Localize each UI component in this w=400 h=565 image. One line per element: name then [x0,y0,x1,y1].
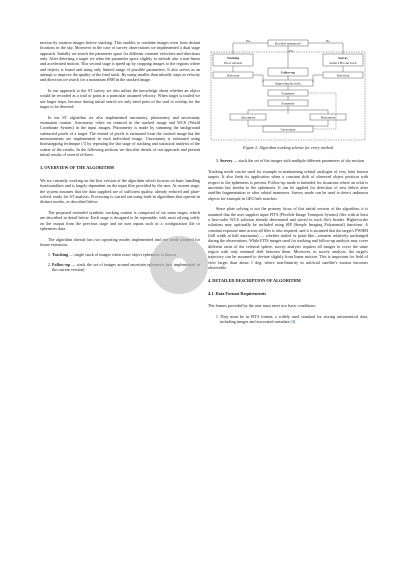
section-heading: 4. DETAILED DESCRIPTION OF ALGORITHM [208,278,301,284]
paragraph: Tracking mode can be used for example in maintaining orbital catalogue of very faint known targets. It also finds its application when a constant shift of observed object position with respect to the ephemeris is present. Follow-up mode is intended for situations where an orbit is uncertain but similar to the ephemeris. It can be applied for detection of new debris after satellite fragmentation or after orbital maneuver. Survey mode can be used to detect unknown objects for example in GEO belt searches. [208,168,368,201]
diagram-label: Parameter [281,91,295,96]
diagram-label: initial LHS and stack [329,61,357,65]
subsection-heading: 4.1. Data Format Requirements [208,290,267,296]
paragraph: In our ST algorithm we also implemented astrometry, photometry and uncertainty estimation routine. Astrometry relies on centroid in the stacked image and WCS (World Coordinate System) in the input images. Photometry is made by summing the background subtracted pixels of a target. The extend of pixels is estimated from the stacked image but the measurements are implemented in each individual image. Uncertainty is estimated using bootstrapping technique [3] by repeating the last stage of stacking and statistical analysis of the scatter of the results. In the following sections we describe details of our approach and present initial results of several of them. [40,114,201,158]
citation-link[interactable]: [3] [81,141,87,147]
diagram-label: Tracking [226,56,240,60]
diagram-label: No [326,39,330,43]
paragraph: We are currently working on the first version of the algorithm which focuses on basic handling functionalities and is largely dependent on the input files provided by the user. At current stage, the system assumes that the data supplied are of sufficient quality, already reduced and plate-solved, ready for ST analysis. Processing is carried out using built-in algorithms that operate in distinct modes, as described below. [40,177,200,205]
mode-list-continued [208,158,368,163]
diagram-label: fill of refstack [223,61,243,65]
diagram-label: Parameter [281,101,295,106]
diagram-label: Yes [288,49,294,53]
paragraph: The algorithm already has two operating modes implemented and one mode planned for future extension: [40,236,200,247]
paragraph: motion by rotation images before stacking. This enables to combine images even from distant locations in the sky. Moreover in the case of survey observations we implemented a dual stage approach. Initially we search the parameter space for different constant velocities and directions only. After detecting a target we relax the parameter space slightly to include also a non-linear and accelerated motion. This second stage is speed up by cropping images to the regions where and objects is found and using only limited range of possible parameters. It also serves as an attempt to improve the quality of the final stack. By using smaller than initially steps in velocity and direction we search for a maximum SNR in the stacked image. [40,40,200,83]
list-item: 1. Tracking — single stack of images when exact object ephemeris is known [52,252,200,257]
section-heading: 3. OVERVIEW OF THE ALGORITHM [40,165,114,171]
paragraph: The frames provided by the user must meet two basic conditions: [208,303,317,309]
citation-link[interactable]: [4] [290,319,296,325]
right-column [208,38,368,330]
diagram-label: Improving the track [275,81,301,86]
list-item: 3. Survey — stack the set of the images with multiple different parameters of sky motion [220,158,368,163]
paragraph: Since plate solving is not the primary focus of this initial version of the algorithm, it is assumed that the user supplies input FITS (Flexible Image Transport System) files with at least a first-order WCS solution already determined and stored in each file's header. Higher-order solutions may optionally be included using SIP (Simple Imaging Polynomial) functions. A constant exposure time across all files is also required, and it is assumed that the target's FWHM (full width at half maximum) — whether trailed or point-like—remains relatively unchanged during the observations. While FITS images used for tracking and follow-up analysis may cover different areas of the celestial sphere, survey analysis requires all images to cover the same region with only minimal drift between them. Moreover, in survey analysis, the target's trajectory can be assumed to deviate slightly from linear motion. This is important for field of view larger than about 1 deg, where non-linearity in artificial satellite's motion becomes observable. [208,206,368,271]
figure-caption: Figure 2. Algorithm working scheme for every method [243,145,333,150]
diagram-label: Uncertainty [280,127,296,132]
watermark-logo [150,236,208,294]
diagram-label: Photometry [320,115,336,120]
paragraph: The proposed extended synthetic tracking routine is composed of six main stages, which are described in detail below. Each stage is designed to be repeatable, with most relying solely on the output from the previous stage and on user inputs such as a configuration file or ephemeris data. [40,209,200,231]
diagram-label: Provided ephemeris? [274,41,302,46]
flowchart-diagram [208,38,368,142]
list-item: 1. They must be in FITS format, a widely used standard for storing astronomical data, including images and associated metadata [4]. [220,314,368,325]
paragraph: In our approach to the ST survey we also utilize the knowledge about whether an object would be recorded as a trail or point at a particular assumed velocity. When target is trailed we use larger steps, because during initial search we only need parts of the trail to overlap for the target to be detected. [40,88,200,110]
diagram-label: Astrometry [240,115,256,120]
requirements-list [208,314,368,325]
diagram-label: Follow-up [281,70,295,75]
list-item: 2. Follow-up — stack the set of images around uncertain ephemeris (not implemented in the current version) [52,262,200,273]
diagram-label: Yes [245,39,251,43]
diagram-label: Detection [226,73,240,78]
diagram-label: Survey [338,56,348,60]
algorithm-figure [208,38,368,142]
diagram-label: Detection [336,73,350,78]
